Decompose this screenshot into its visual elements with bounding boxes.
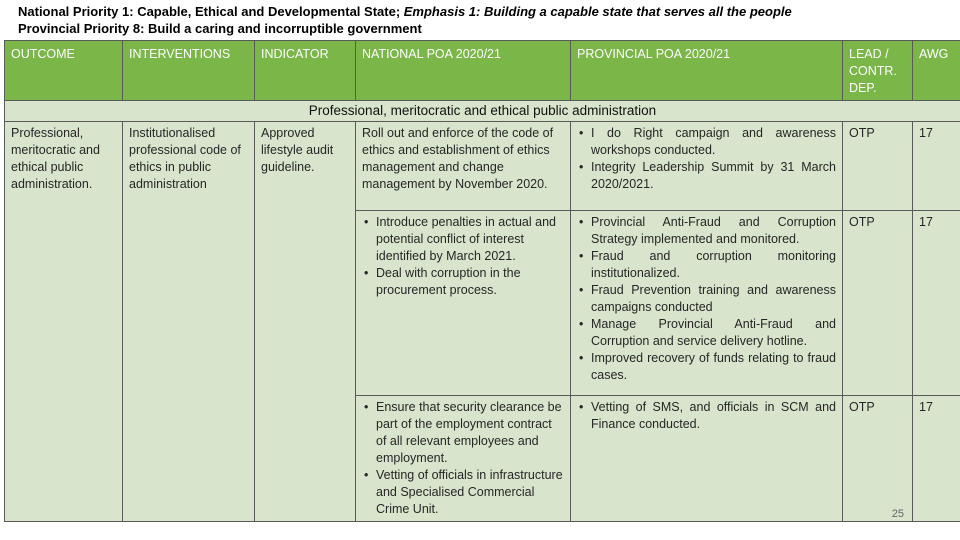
emphasis-text: Emphasis 1: Building a capable state that serves all the people: [403, 4, 792, 19]
indicator-cell: Approved lifestyle audit guideline.: [255, 122, 356, 522]
provincial-cell: [571, 396, 843, 522]
col-header-provincial-poa: PROVINCIAL POA 2020/21: [571, 41, 843, 101]
page-header: [18, 4, 792, 37]
national-cell: [356, 122, 571, 211]
intervention-cell: Institutionalised professional code of ethics in public administration: [123, 122, 255, 522]
list-item: • I do Right campaign and awareness workshops conducted.: [591, 125, 836, 159]
provincial-cell: [571, 122, 843, 211]
col-header-indicator: INDICATOR: [255, 41, 356, 101]
page-number: 25: [891, 508, 904, 520]
table-header-row: [5, 41, 960, 101]
awg-cell: 17: [913, 122, 960, 211]
lead-cell: OTP: [843, 211, 913, 396]
awg-cell: 17: [913, 211, 960, 396]
national-cell: [356, 396, 571, 522]
section-row: [5, 101, 960, 122]
list-item: • Vetting of SMS, and officials in SCM and Finance conducted.: [591, 399, 836, 433]
header-line-1: [18, 4, 792, 21]
lead-cell: OTP: [843, 122, 913, 211]
national-priority-text: National Priority 1: Capable, Ethical and Developmental State;: [18, 4, 404, 19]
list-item: • Deal with corruption in the procurement process.: [376, 265, 564, 299]
section-title: Professional, meritocratic and ethical public administration: [5, 101, 960, 122]
list-item: • Introduce penalties in actual and potential conflict of interest identified by March 2021.: [376, 214, 564, 265]
awg-cell: 17: [913, 396, 960, 522]
lead-cell: OTP: [843, 396, 913, 522]
col-header-outcome: OUTCOME: [5, 41, 123, 101]
header-line-2: Provincial Priority 8: Build a caring and incorruptible government: [18, 20, 422, 36]
list-item: • Integrity Leadership Summit by 31 March 2020/2021.: [591, 159, 836, 193]
national-text: Roll out and enforce of the code of ethics and establishment of ethics management and change management by November 2020.: [362, 126, 554, 191]
provincial-cell: [571, 211, 843, 396]
col-header-national-poa: NATIONAL POA 2020/21: [356, 41, 571, 101]
col-header-awg: AWG: [913, 41, 960, 101]
national-cell: [356, 211, 571, 396]
list-item: • Vetting of officials in infrastructure and Specialised Commercial Crime Unit.: [376, 467, 564, 518]
col-header-interventions: INTERVENTIONS: [123, 41, 255, 101]
col-header-lead: LEAD / CONTR. DEP.: [843, 41, 913, 101]
list-item: • Manage Provincial Anti-Fraud and Corruption and service delivery hotline.: [591, 316, 836, 350]
priority-table: [4, 40, 960, 522]
list-item: • Fraud and corruption monitoring institutionalized.: [591, 248, 836, 282]
list-item: • Ensure that security clearance be part of the employment contract of all relevant employees and employment.: [376, 399, 564, 467]
list-item: • Fraud Prevention training and awareness campaigns conducted: [591, 282, 836, 316]
table-row: [5, 122, 960, 211]
outcome-cell: Professional, meritocratic and ethical public administration.: [5, 122, 123, 522]
list-item: • Improved recovery of funds relating to fraud cases.: [591, 350, 836, 384]
list-item: • Provincial Anti-Fraud and Corruption Strategy implemented and monitored.: [591, 214, 836, 248]
